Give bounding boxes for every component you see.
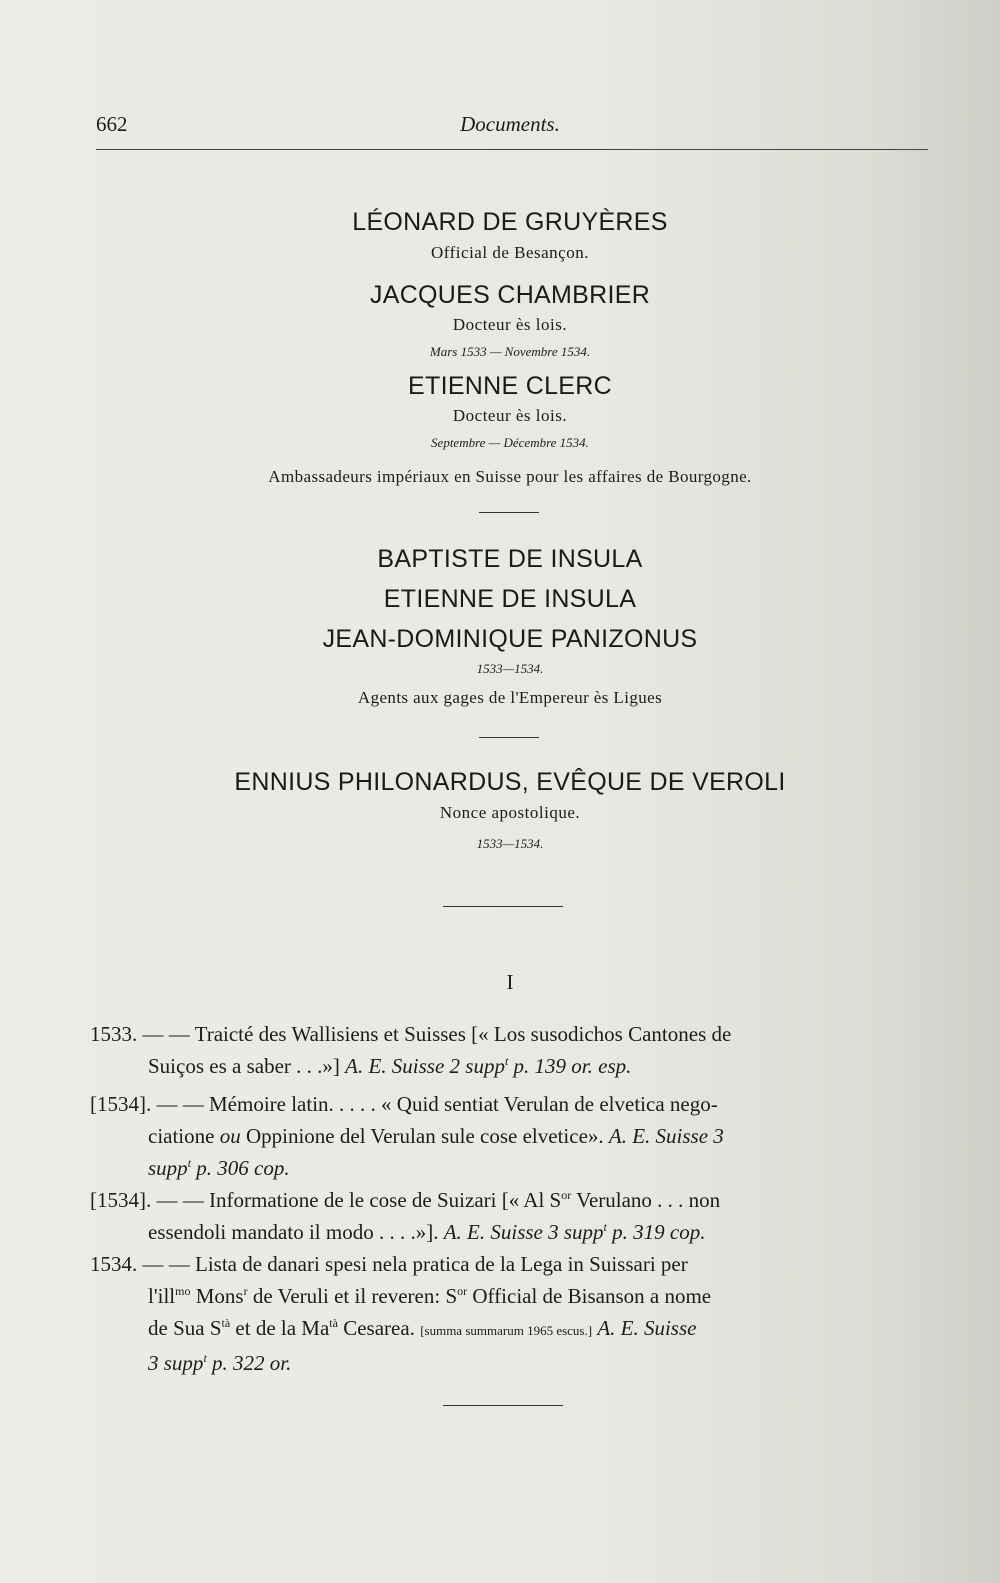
- document-entry: [90, 1088, 926, 1184]
- archive-reference: A. E. Suisse 3 supp$^t$ p. 319 cop.: [443, 1220, 706, 1244]
- mission-line: Ambassadeurs impériaux en Suisse pour les affaires de Bourgogne.: [268, 467, 752, 486]
- entry-text: essendoli mandato il modo . . . .»].: [148, 1220, 439, 1244]
- entry-text: Oppinione del Verulan sule cose elvetice».: [245, 1124, 604, 1148]
- entry-dash: — —: [142, 1252, 190, 1276]
- person-name: BAPTISTE DE INSULA: [377, 545, 643, 573]
- entry-line: 3 supp$^t$ p. 322 or.: [148, 1351, 292, 1375]
- mission-line: Agents aux gages de l'Empereur ès Ligues: [357, 688, 663, 707]
- archive-reference: A. E. Suisse 3: [608, 1124, 724, 1148]
- entry-line: [90, 1216, 926, 1248]
- entry-line: [1534]. — — Informatione de le cose de Suizari [« Al $S^{or}$ Verulano . . . non: [90, 1188, 721, 1212]
- person-title: Docteur ès lois.: [452, 406, 568, 425]
- archive-reference: A. E. Suisse: [597, 1316, 697, 1340]
- person-dates: Mars 1533 — Novembre 1534.: [429, 344, 591, 359]
- entry-line: l'ill$^{mo}$ Mons$^r$ de Veruli et il reveren: $S^{or}$ Official de Bisanson a nome: [148, 1284, 712, 1308]
- entry-date: 1534.: [90, 1252, 138, 1276]
- entry-text: ciatione: [148, 1124, 215, 1148]
- entry-text: Mémoire latin. . . . . « Quid sentiat Verulan de elvetica nego-: [209, 1092, 718, 1116]
- end-rule: [443, 1405, 563, 1406]
- section-number: I: [506, 970, 514, 994]
- person-dates: 1533—1534.: [476, 836, 544, 851]
- entry-line: [90, 1120, 926, 1152]
- person-title: Nonce apostolique.: [439, 803, 581, 822]
- entry-text: Informatione de le cose de Suizari [« Al S: [209, 1188, 562, 1212]
- separator-rule: [443, 906, 563, 907]
- entry-text: Lista de danari spesi nela pratica de la Lega in Suissari per: [195, 1252, 688, 1276]
- page-number: 662: [96, 112, 128, 136]
- person-dates: 1533—1534.: [476, 661, 544, 676]
- person-title: Official de Besançon.: [431, 243, 589, 262]
- person-name: LÉONARD DE GRUYÈRES: [352, 208, 668, 236]
- person-dates: Septembre — Décembre 1534.: [431, 435, 589, 450]
- document-entry: [90, 1018, 926, 1082]
- entry-text: ou: [219, 1124, 241, 1148]
- person-name: JEAN-DOMINIQUE PANIZONUS: [322, 625, 698, 653]
- separator-rule: [479, 737, 539, 738]
- entry-dash: — —: [156, 1092, 204, 1116]
- entry-line: [90, 1248, 926, 1280]
- document-entry: [90, 1184, 926, 1248]
- entry-line: de Sua $S^{tà}$ et de la $Ma^{tà}$ Cesarea. [summa summarum 1965 escus.] A. E. Suisse: [148, 1316, 697, 1340]
- person-name: ENNIUS PHILONARDUS, EVÊQUE DE VEROLI: [234, 768, 786, 796]
- document-entry: [90, 1248, 926, 1379]
- entry-text: Verulano . . . non: [576, 1188, 721, 1212]
- entry-dash: — —: [142, 1022, 190, 1046]
- sum-note: [summa summarum 1965 escus.]: [420, 1323, 593, 1338]
- entry-line: [90, 1018, 926, 1050]
- person-title: Docteur ès lois.: [452, 315, 568, 334]
- archive-reference: A. E. Suisse 2 supp$^t$ p. 139 or. esp.: [345, 1054, 632, 1078]
- entry-date: 1533.: [90, 1022, 138, 1046]
- person-name: ETIENNE DE INSULA: [383, 585, 637, 613]
- entry-date: [1534].: [90, 1092, 152, 1116]
- entry-date: [1534].: [90, 1188, 152, 1212]
- entry-line: [90, 1088, 926, 1120]
- header-rule: [96, 149, 928, 150]
- entry-line: supp$^t$ p. 306 cop.: [148, 1156, 290, 1180]
- person-name: JACQUES CHAMBRIER: [369, 281, 651, 309]
- entry-text: Traicté des Wallisiens et Suisses [« Los susodichos Cantones de: [194, 1022, 732, 1046]
- entry-dash: — —: [156, 1188, 204, 1212]
- running-title: Documents.: [460, 112, 560, 136]
- entry-text: Suiços es a saber . . .»]: [148, 1054, 340, 1078]
- person-name: ETIENNE CLERC: [408, 372, 612, 400]
- separator-rule: [479, 512, 539, 513]
- entry-line: [90, 1050, 926, 1082]
